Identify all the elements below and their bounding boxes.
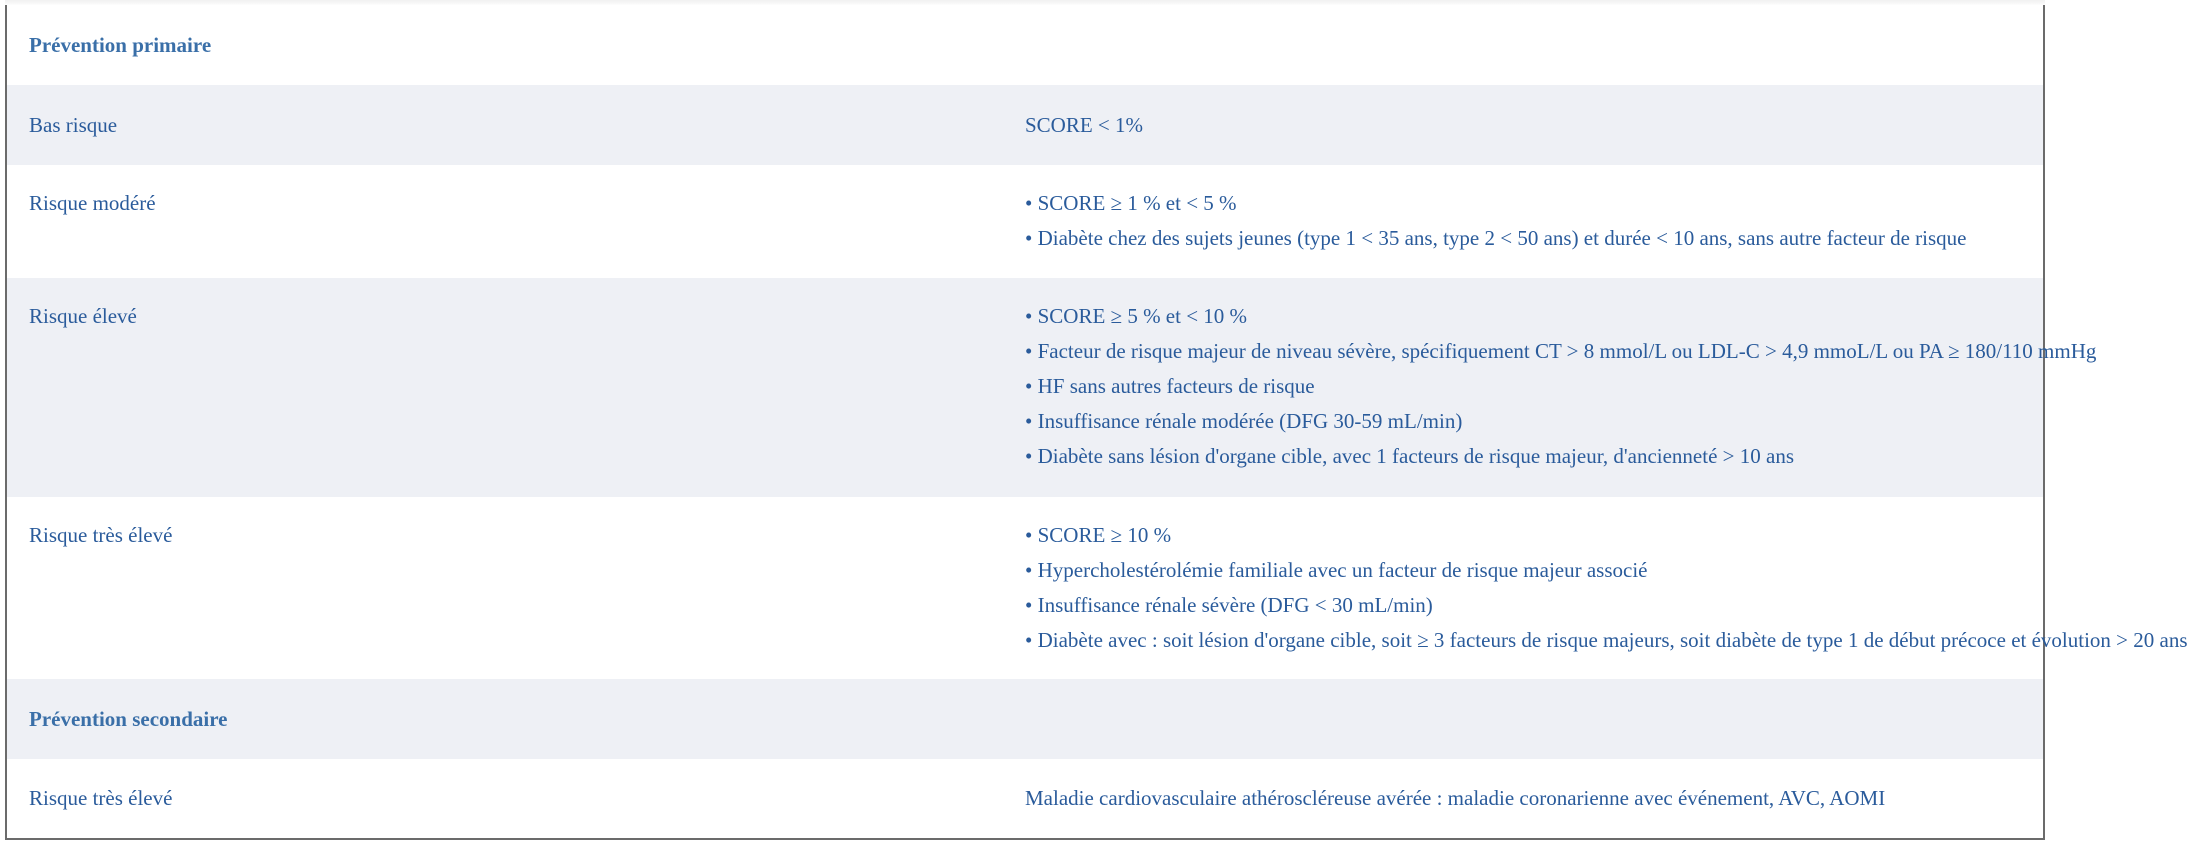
table-row bbox=[7, 85, 2043, 165]
section-title-primary: Prévention primaire bbox=[29, 32, 212, 57]
criteria-item: • Facteur de risque majeur de niveau sévère, spécifiquement CT > 8 mmol/L ou LDL-C > 4,9 mmoL/L ou PA ≥ 180/110 mmHg bbox=[1025, 339, 2097, 363]
section-header-cell bbox=[7, 5, 2043, 85]
criteria-cell bbox=[1025, 165, 2043, 278]
criteria-cell bbox=[1025, 759, 2043, 838]
section-title-secondary: Prévention secondaire bbox=[29, 706, 228, 731]
risk-label: Risque très élevé bbox=[29, 786, 173, 810]
risk-label-cell bbox=[7, 165, 1025, 278]
section-header-row bbox=[7, 679, 2043, 759]
criteria-cell bbox=[1025, 278, 2097, 497]
criteria-item: • Hypercholestérolémie familiale avec un facteur de risque majeur associé bbox=[1025, 558, 1648, 582]
section-header-cell bbox=[7, 679, 2043, 759]
criteria-item: • Insuffisance rénale modérée (DFG 30-59 mL/min) bbox=[1025, 409, 1463, 433]
risk-label: Risque modéré bbox=[29, 191, 156, 215]
risk-label: Bas risque bbox=[29, 112, 118, 137]
section-header-row bbox=[7, 5, 2043, 85]
criteria-item: Maladie cardiovasculaire athéroscléreuse avérée : maladie coronarienne avec événement, AVC, AOMI bbox=[1025, 786, 1886, 810]
risk-label: Risque très élevé bbox=[29, 523, 173, 547]
risk-table bbox=[7, 5, 2188, 838]
criteria-item: • Insuffisance rénale sévère (DFG < 30 mL/min) bbox=[1025, 593, 1433, 617]
risk-label: Risque élevé bbox=[29, 304, 137, 328]
table-row bbox=[7, 497, 2043, 679]
risk-label-cell bbox=[7, 85, 1025, 165]
criteria-item: SCORE < 1% bbox=[1025, 112, 1144, 137]
table-row bbox=[7, 165, 2043, 278]
table-row bbox=[7, 278, 2043, 497]
criteria-item: • SCORE ≥ 1 % et < 5 % bbox=[1025, 191, 1237, 215]
criteria-item: • Diabète sans lésion d'organe cible, avec 1 facteurs de risque majeur, d'ancienneté > 10 ans bbox=[1025, 444, 1794, 468]
criteria-cell bbox=[1025, 497, 2188, 679]
risk-label-cell bbox=[7, 759, 1025, 838]
criteria-item: • SCORE ≥ 5 % et < 10 % bbox=[1025, 304, 1248, 328]
table-row bbox=[7, 759, 2043, 838]
criteria-item: • SCORE ≥ 10 % bbox=[1025, 523, 1172, 547]
risk-table-frame bbox=[5, 5, 2188, 840]
criteria-cell bbox=[1025, 85, 2043, 165]
criteria-item: • Diabète avec : soit lésion d'organe cible, soit ≥ 3 facteurs de risque majeurs, soit diabète de type 1 de début précoce et évolution > 20 ans bbox=[1025, 628, 2188, 652]
risk-label-cell bbox=[7, 278, 1025, 497]
risk-label-cell bbox=[7, 497, 1025, 679]
criteria-item: • Diabète chez des sujets jeunes (type 1 < 35 ans, type 2 < 50 ans) et durée < 10 ans, sans autre facteur de risque bbox=[1025, 226, 1967, 250]
criteria-item: • HF sans autres facteurs de risque bbox=[1025, 374, 1315, 398]
